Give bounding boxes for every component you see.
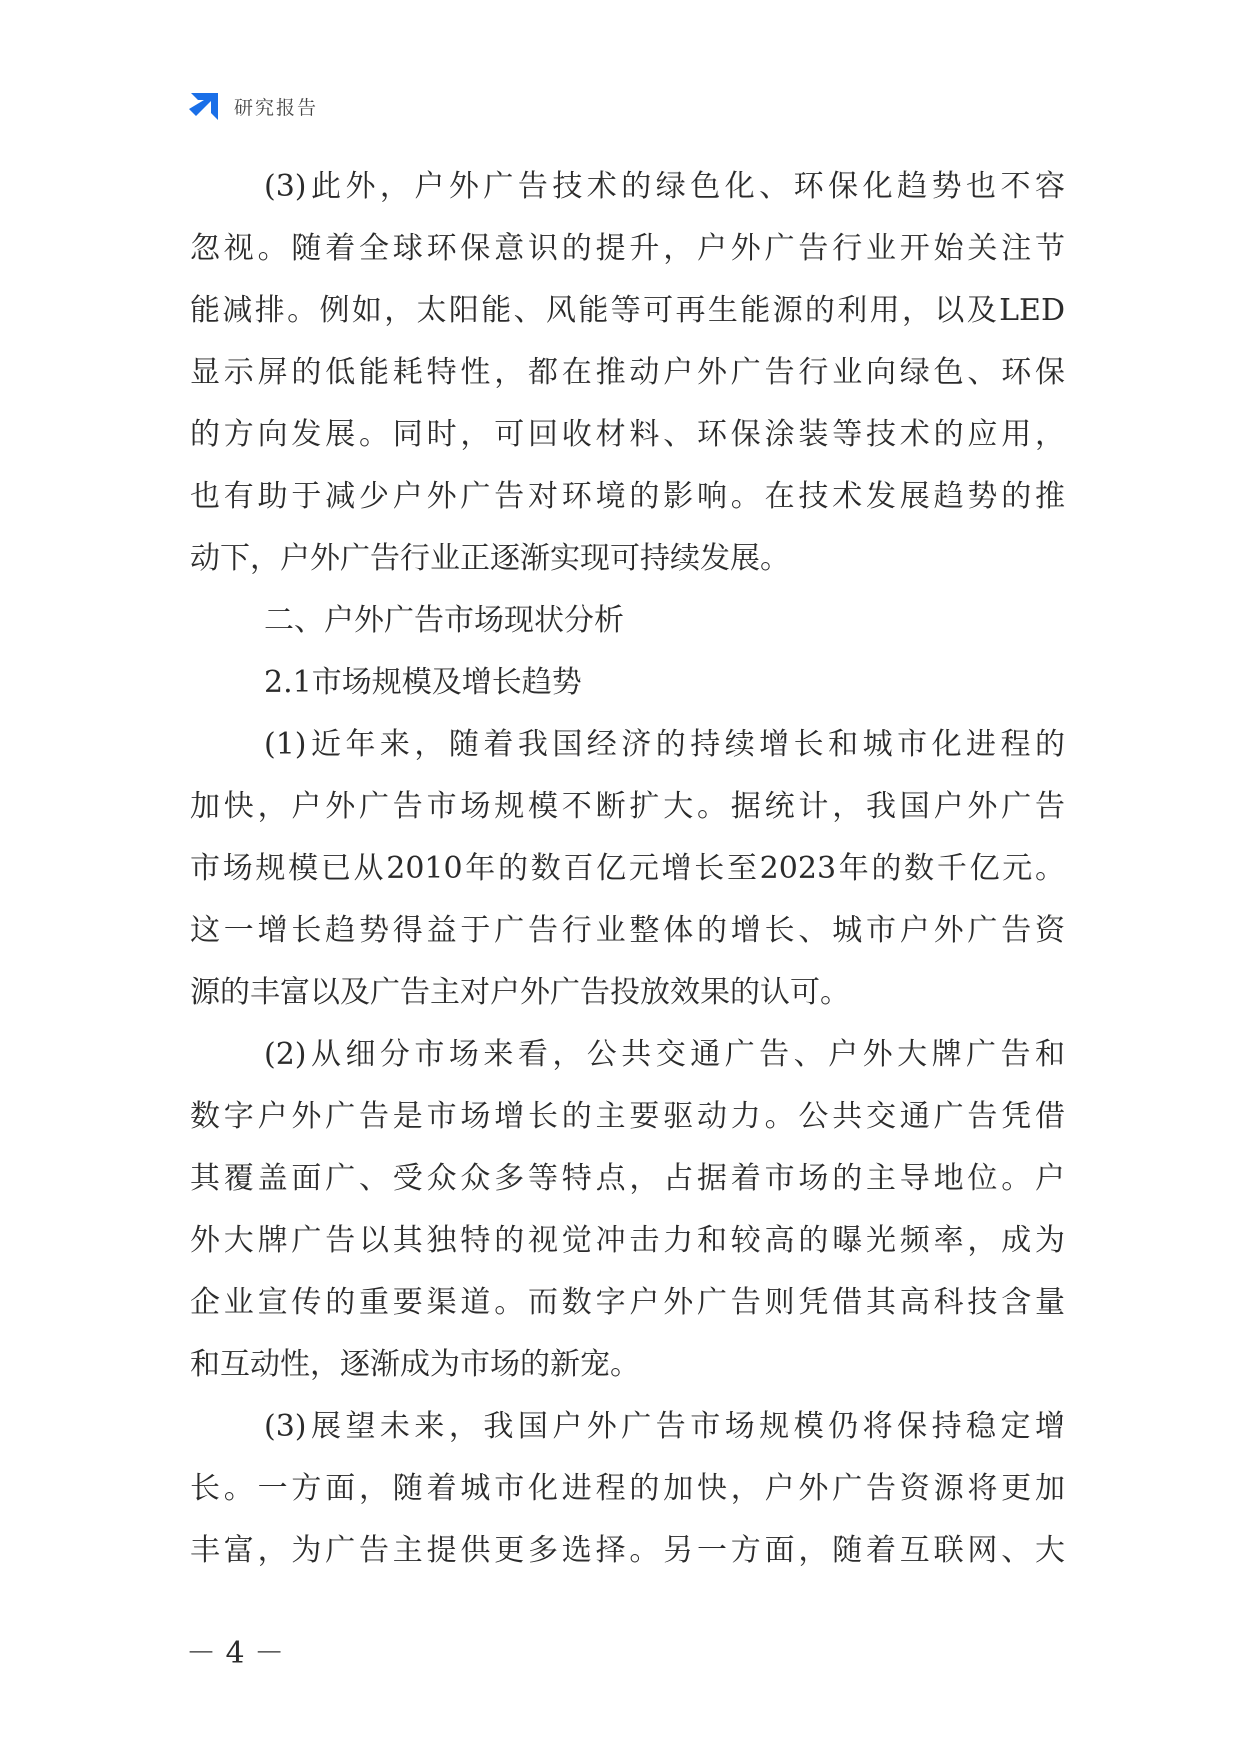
text-line: (3)展望未来，我国户外广告市场规模仍将保持稳定增 xyxy=(264,1409,1065,1444)
text-line: 这一增长趋势得益于广告行业整体的增长、城市户外广告资 xyxy=(190,913,1065,948)
text-line: (3)此外，户外广告技术的绿色化、环保化趋势也不容 xyxy=(264,169,1065,204)
page-number: － 4 － xyxy=(186,1636,285,1671)
text-line: (2)从细分市场来看，公共交通广告、户外大牌广告和 xyxy=(264,1037,1065,1072)
text-line: 和互动性，逐渐成为市场的新宠。 xyxy=(190,1347,640,1382)
header-title: 研究报告 xyxy=(234,96,319,119)
text-line: 也有助于减少户外广告对环境的影响。在技术发展趋势的推 xyxy=(190,479,1065,514)
text-line: (1)近年来，随着我国经济的持续增长和城市化进程的 xyxy=(264,727,1065,762)
text-line: 的方向发展。同时，可回收材料、环保涂装等技术的应用， xyxy=(190,417,1065,452)
text-line: 市场规模已从2010年的数百亿元增长至2023年的数千亿元。 xyxy=(190,851,1065,886)
text-line: 2.1市场规模及增长趋势 xyxy=(264,665,582,700)
arrow-up-right-icon xyxy=(188,89,222,123)
text-line: 忽视。随着全球环保意识的提升，户外广告行业开始关注节 xyxy=(190,231,1065,266)
page-header xyxy=(188,88,318,124)
text-line: 丰富，为广告主提供更多选择。另一方面，随着互联网、大 xyxy=(190,1533,1065,1568)
text-line: 能减排。例如，太阳能、风能等可再生能源的利用，以及LED xyxy=(190,293,1065,328)
text-line: 外大牌广告以其独特的视觉冲击力和较高的曝光频率，成为 xyxy=(190,1223,1065,1258)
text-line: 其覆盖面广、受众众多等特点，占据着市场的主导地位。户 xyxy=(190,1161,1065,1196)
section-heading: 二、户外广告市场现状分析 xyxy=(264,603,624,638)
text-line: 企业宣传的重要渠道。而数字户外广告则凭借其高科技含量 xyxy=(190,1285,1065,1320)
text-line: 源的丰富以及广告主对户外广告投放效果的认可。 xyxy=(190,975,850,1010)
text-line: 数字户外广告是市场增长的主要驱动力。公共交通广告凭借 xyxy=(190,1099,1065,1134)
text-line: 加快，户外广告市场规模不断扩大。据统计，我国户外广告 xyxy=(190,789,1065,824)
text-line: 动下，户外广告行业正逐渐实现可持续发展。 xyxy=(190,541,790,576)
document-body xyxy=(190,156,1065,1582)
text-line: 显示屏的低能耗特性，都在推动户外广告行业向绿色、环保 xyxy=(190,355,1065,390)
text-line: 长。一方面，随着城市化进程的加快，户外广告资源将更加 xyxy=(190,1471,1065,1506)
